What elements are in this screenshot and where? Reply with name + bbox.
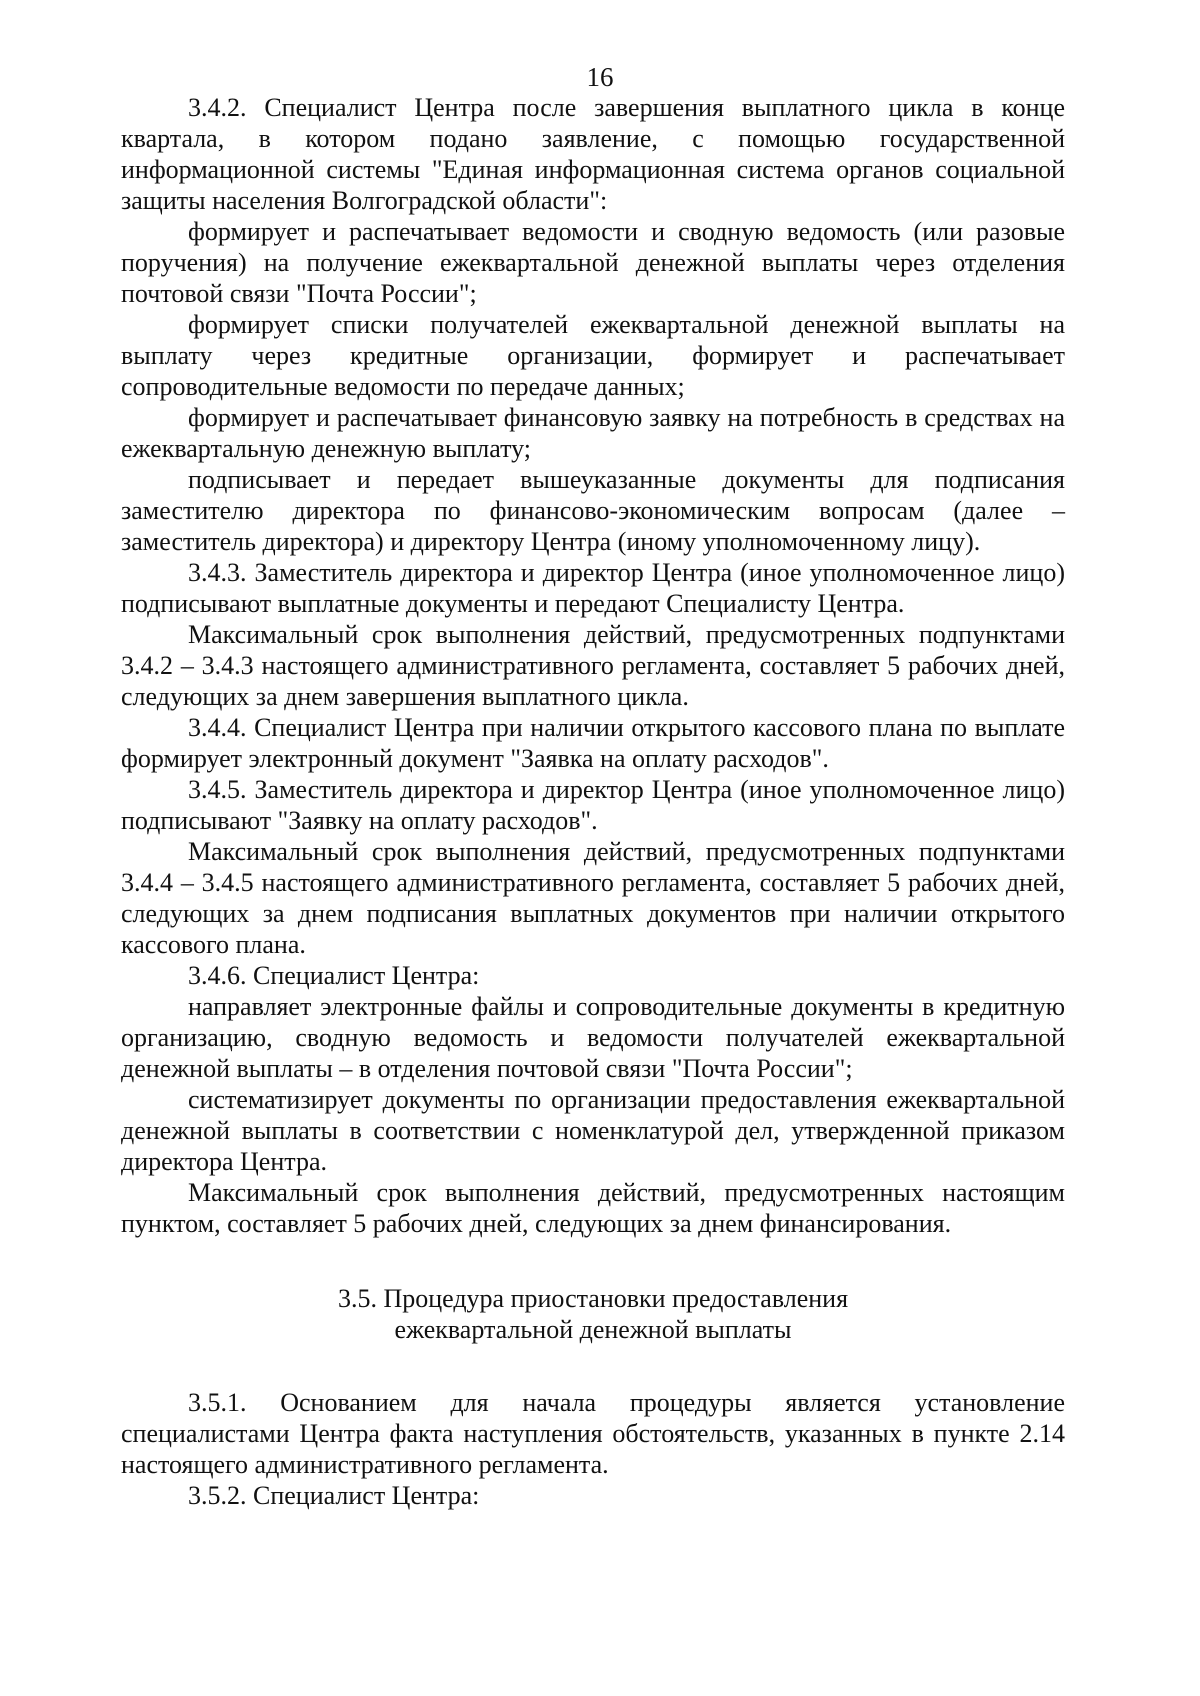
- paragraph-3-4-2: 3.4.2. Специалист Центра после завершения выплатного цикла в конце квартала, в котором подано заявление, с помощью государственной информационной системы "Единая информационная система органов социальной защиты населения Волгоградской области":: [121, 93, 1065, 215]
- paragraph-sends-files: направляет электронные файлы и сопроводительные документы в кредитную организацию, сводную ведомость и ведомости получателей ежеквартальной денежной выплаты – в отделения почтовой связи "Почта России";: [121, 992, 1065, 1083]
- paragraph-forms-lists: формирует списки получателей ежеквартальной денежной выплаты на выплату через кредитные организации, формирует и распечатывает сопроводительные ведомости по передаче данных;: [121, 310, 1065, 401]
- paragraph-max-term-1: Максимальный срок выполнения действий, предусмотренных подпунктами 3.4.2 – 3.4.3 настоящего административного регламента, составляет 5 рабочих дней, следующих за днем завершения выплатного цикла.: [121, 620, 1065, 711]
- paragraph-3-5-2: 3.5.2. Специалист Центра:: [188, 1481, 480, 1510]
- paragraph-3-4-4: 3.4.4. Специалист Центра при наличии открытого кассового плана по выплате формирует электронный документ "Заявка на оплату расходов".: [121, 713, 1065, 773]
- paragraph-financial-request: формирует и распечатывает финансовую заявку на потребность в средствах на ежеквартальную денежную выплату;: [121, 403, 1065, 463]
- section-heading-line-1: 3.5. Процедура приостановки предоставления: [337, 1284, 849, 1313]
- paragraph-3-4-3: 3.4.3. Заместитель директора и директор Центра (иное уполномоченное лицо) подписывают выплатные документы и передают Специалисту Центра.: [121, 558, 1065, 618]
- section-heading-3-5: [121, 1283, 1065, 1345]
- paragraph-signs-documents: подписывает и передает вышеуказанные документы для подписания заместителю директора по финансово-экономическим вопросам (далее – заместитель директора) и директору Центра (иному уполномоченному лицу).: [121, 465, 1065, 556]
- section-heading-line-2: ежеквартальной денежной выплаты: [394, 1315, 792, 1344]
- paragraph-max-term-2: Максимальный срок выполнения действий, предусмотренных подпунктами 3.4.4 – 3.4.5 настоящего административного регламента, составляет 5 рабочих дней, следующих за днем подписания выплатных документов при наличии открытого кассового плана.: [121, 837, 1065, 959]
- page-number: 16: [586, 62, 614, 92]
- paragraph-3-5-1: 3.5.1. Основанием для начала процедуры является установление специалистами Центра факта наступления обстоятельств, указанных в пункте 2.14 настоящего административного регламента.: [121, 1388, 1065, 1479]
- paragraph-3-4-5: 3.4.5. Заместитель директора и директор Центра (иное уполномоченное лицо) подписывают "Заявку на оплату расходов".: [121, 775, 1065, 835]
- paragraph-forms-statements: формирует и распечатывает ведомости и сводную ведомость (или разовые поручения) на получение ежеквартальной денежной выплаты через отделения почтовой связи "Почта России";: [121, 217, 1065, 308]
- document-body: [121, 92, 1065, 1511]
- paragraph-systematizes: систематизирует документы по организации предоставления ежеквартальной денежной выплаты в соответствии с номенклатурой дел, утвержденной приказом директора Центра.: [121, 1085, 1065, 1176]
- paragraph-max-term-3: Максимальный срок выполнения действий, предусмотренных настоящим пунктом, составляет 5 рабочих дней, следующих за днем финансирования.: [121, 1178, 1065, 1238]
- paragraph-3-4-6: 3.4.6. Специалист Центра:: [188, 961, 480, 990]
